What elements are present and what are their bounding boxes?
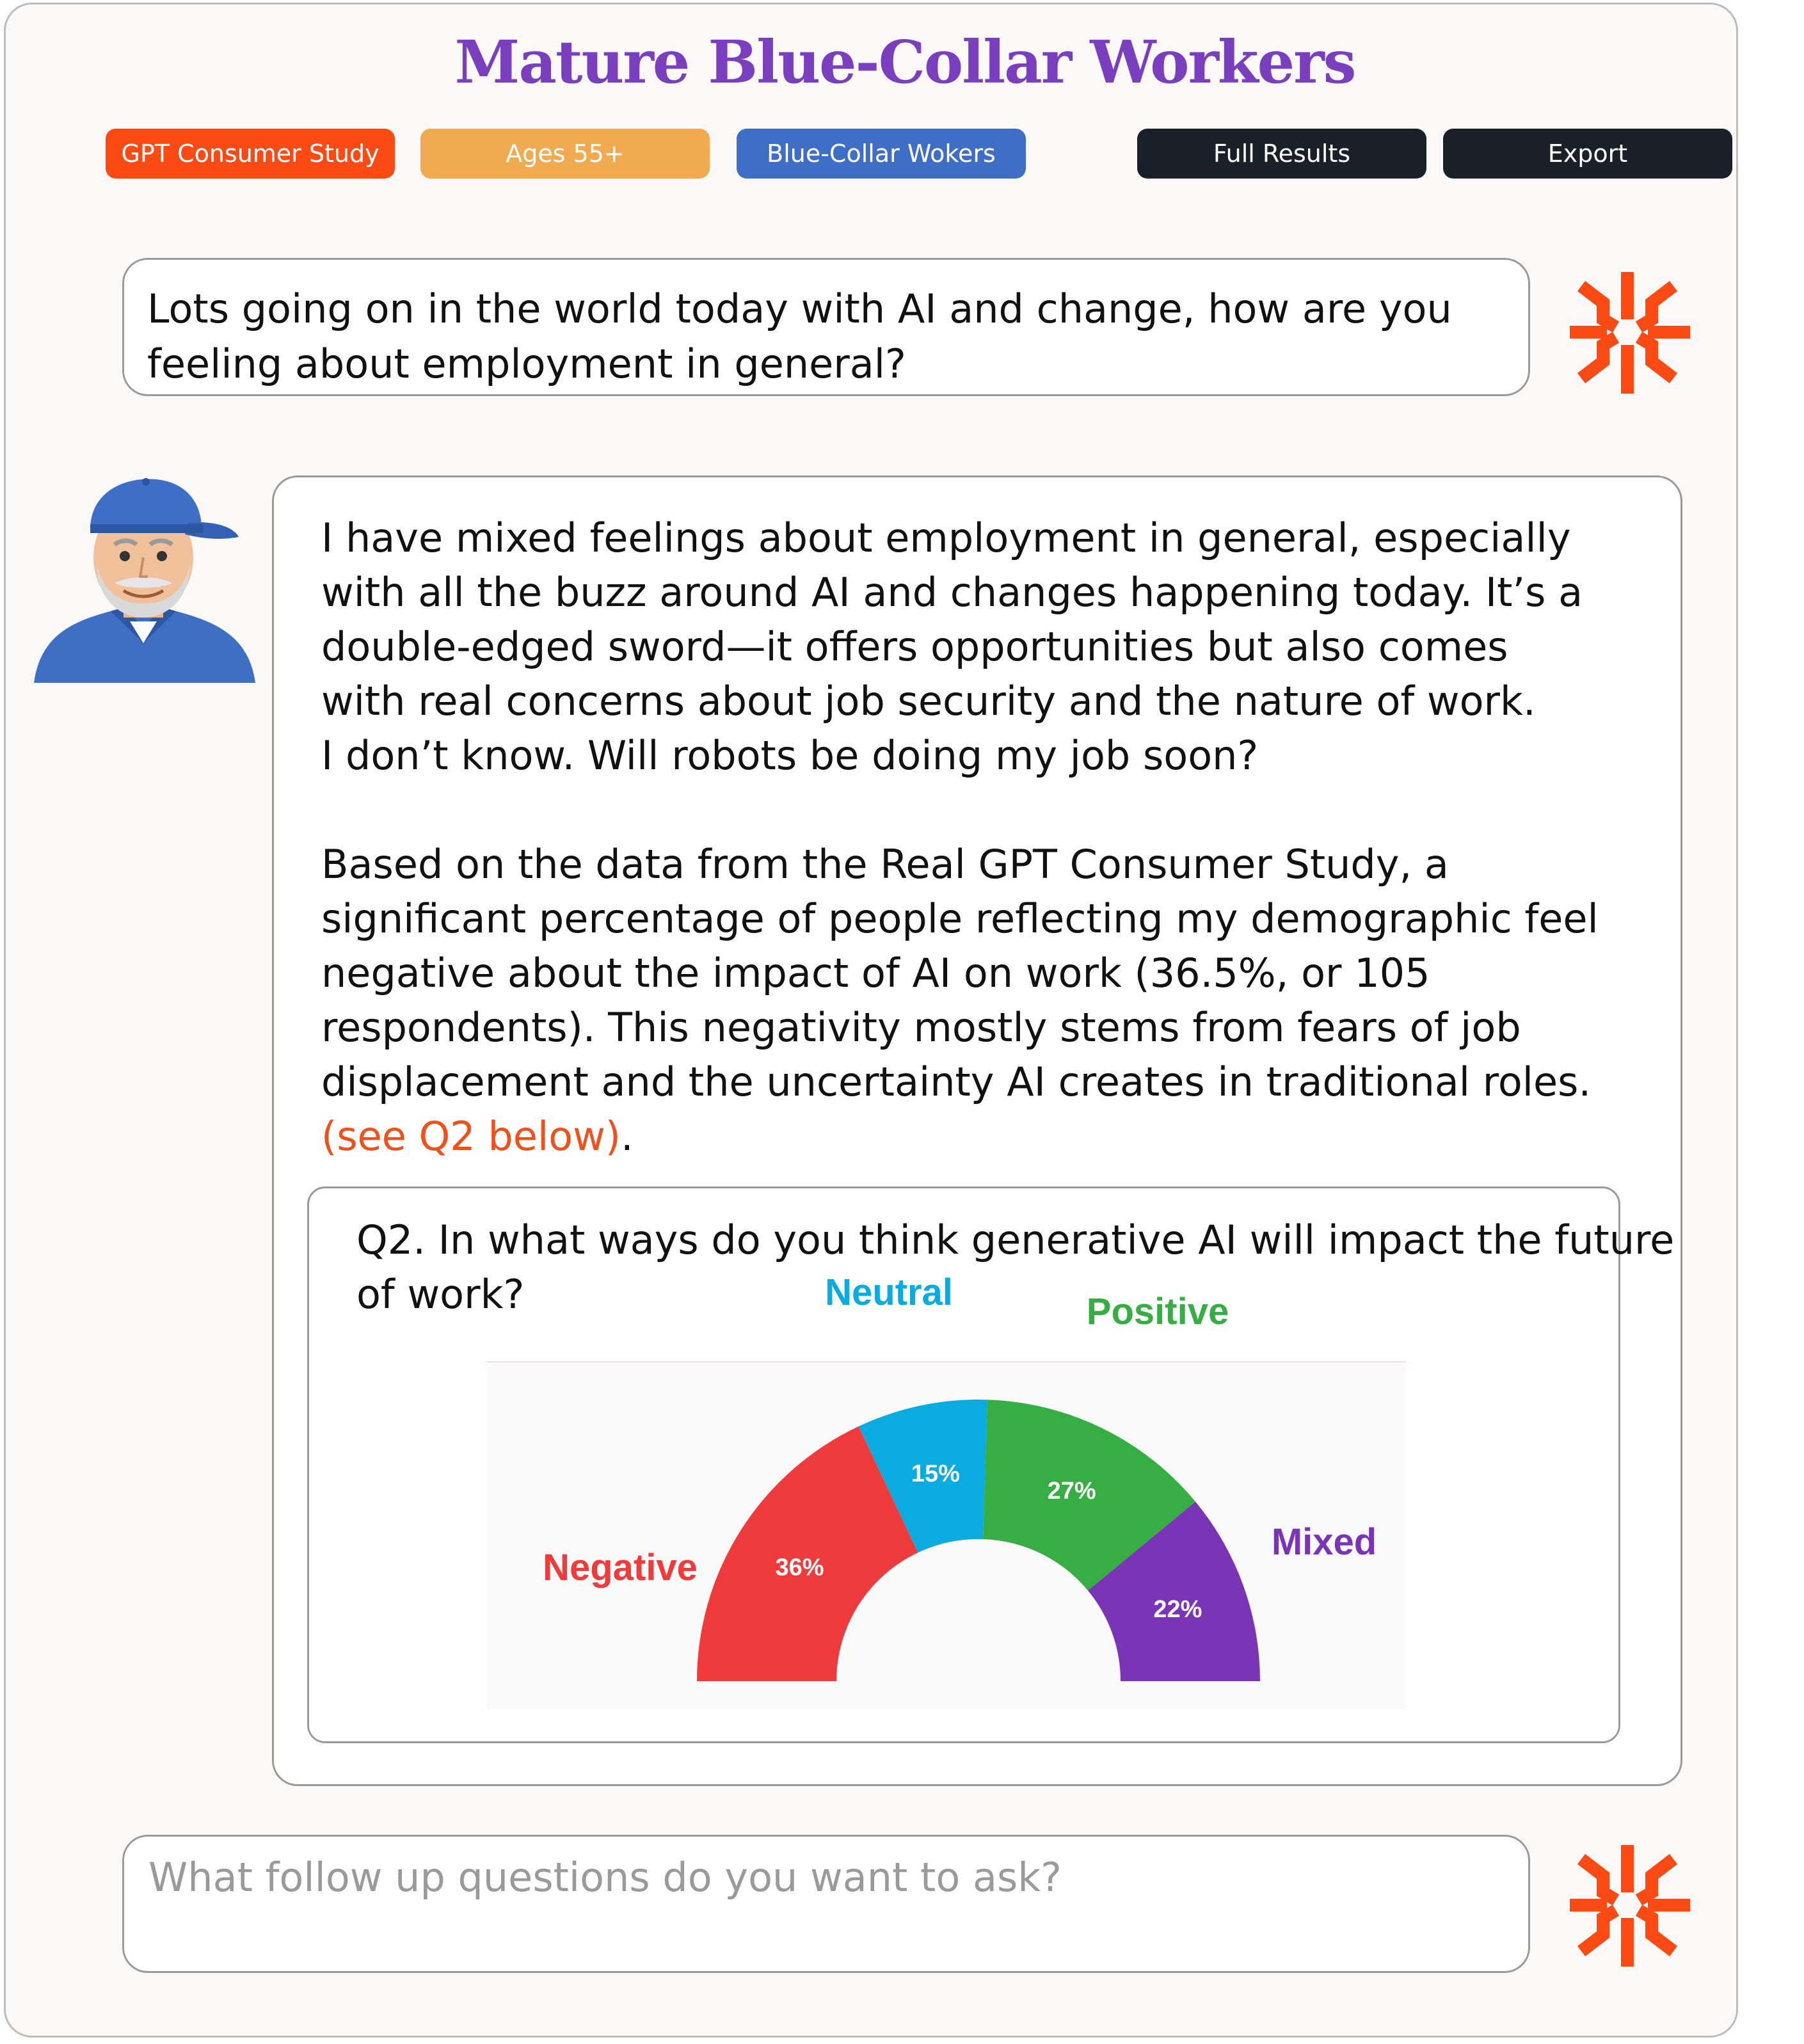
tag-study[interactable]: GPT Consumer Study: [106, 129, 395, 179]
sentiment-chart: [487, 1272, 1406, 1709]
worker-avatar: [28, 475, 259, 683]
user-question-bubble: [122, 258, 1530, 396]
gauge-value-label-mixed: 22%: [1153, 1595, 1202, 1623]
sentiment-gauge-svg: [487, 1272, 1406, 1709]
gauge-category-label-mixed: Mixed: [1271, 1521, 1377, 1563]
page-title: Mature Blue-Collar Workers: [454, 28, 1355, 97]
see-q2-link[interactable]: (see Q2 below): [321, 1113, 621, 1160]
answer-paragraph-2: [321, 837, 1652, 1163]
assistant-response-card: [272, 475, 1682, 1786]
answer-period: .: [621, 1113, 634, 1160]
tag-occupation[interactable]: Blue-Collar Wokers: [737, 129, 1026, 179]
send-starburst-icon[interactable]: [1558, 1841, 1696, 1969]
q2-question-title: Q2. In what ways do you think generative AI will impact the future of work?: [356, 1217, 1675, 1318]
gauge-value-label-negative: 36%: [775, 1554, 824, 1581]
gauge-value-label-positive: 27%: [1047, 1477, 1096, 1505]
user-question-text: Lots going on in the world today with AI and change, how are you feeling about employment in general?: [147, 285, 1452, 387]
starburst-icon: [1558, 268, 1696, 396]
app-frame: [4, 3, 1738, 2038]
follow-up-input-box[interactable]: [122, 1835, 1530, 1973]
export-button[interactable]: Export: [1443, 129, 1732, 179]
gauge-category-label-negative: Negative: [543, 1547, 698, 1588]
answer-paragraph-1: I have mixed feelings about employment in general, especially with all the buzz around AI and changes happening today. It’s a double-edged sword—it offers opportunities but also comes with real concerns about job security and the nature of work. I don’t know. Will robots be doing my job soon?: [321, 515, 1583, 779]
q2-chart-card: [307, 1186, 1675, 1743]
full-results-button[interactable]: Full Results: [1137, 129, 1426, 179]
gauge-category-label-neutral: Neutral: [825, 1272, 953, 1313]
follow-up-input[interactable]: [147, 1853, 1508, 1901]
tag-age[interactable]: Ages 55+: [420, 129, 710, 179]
gauge-category-label-positive: Positive: [1086, 1291, 1229, 1332]
answer-paragraph-2-text: Based on the data from the Real GPT Consumer Study, a significant percentage of people reflecting my demographic feel negative about the impact of AI on work (36.5%, or 105 respondents). This negativity mostly stems from fears of job displacement and the uncertainty AI creates in traditional roles.: [321, 841, 1599, 1105]
gauge-value-label-neutral: 15%: [911, 1460, 960, 1487]
